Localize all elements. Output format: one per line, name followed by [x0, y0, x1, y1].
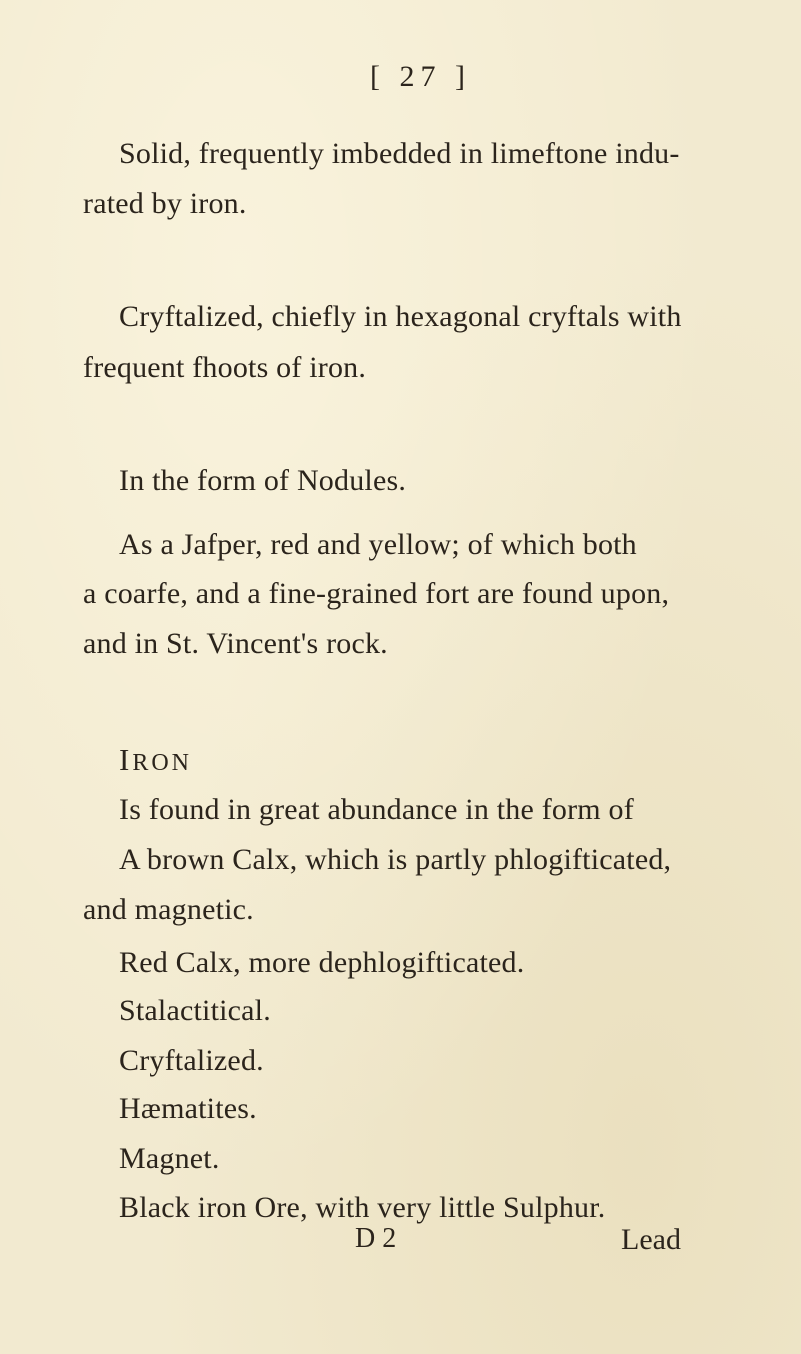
catchword: Lead — [621, 1223, 681, 1256]
heading-rest: RON — [132, 750, 192, 776]
heading-initial: I — [119, 742, 133, 777]
list-item: Cryftalized. — [119, 1044, 264, 1077]
list-item: A brown Calx, which is partly phlogifticated, — [119, 843, 672, 876]
list-item: Hæmatites. — [119, 1092, 257, 1125]
text-line: Cryftalized, chiefly in hexagonal cryftals with — [119, 300, 682, 333]
section-heading — [119, 742, 192, 778]
text-line: As a Jafper, red and yellow; of which both — [119, 528, 637, 561]
list-item: Black iron Ore, with very little Sulphur. — [119, 1191, 606, 1224]
text-line: rated by iron. — [83, 187, 247, 220]
text-line: frequent fhoots of iron. — [83, 351, 367, 384]
page-number: [ 27 ] — [370, 60, 471, 93]
text-line: Solid, frequently imbedded in limeftone indu- — [119, 137, 680, 170]
signature-mark: D 2 — [355, 1223, 397, 1254]
list-item: and magnetic. — [83, 893, 254, 926]
text-line: a coarfe, and a fine-grained fort are found upon, — [83, 577, 670, 610]
section-intro: Is found in great abundance in the form of — [119, 793, 634, 826]
list-item: Magnet. — [119, 1142, 220, 1175]
list-item: Stalactitical. — [119, 994, 271, 1027]
list-item: Red Calx, more dephlogifticated. — [119, 946, 525, 979]
text-line: In the form of Nodules. — [119, 464, 407, 497]
text-line: and in St. Vincent's rock. — [83, 627, 388, 660]
